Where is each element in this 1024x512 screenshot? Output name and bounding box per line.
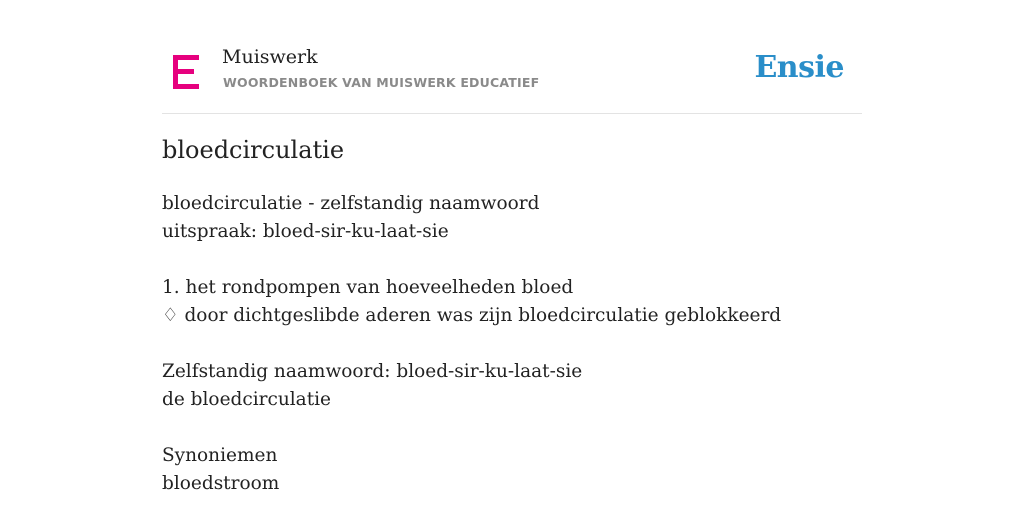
entry-line-blank (162, 246, 862, 274)
entry-line-word-class: bloedcirculatie - zelfstandig naamwoord (162, 193, 540, 214)
entry-line-synonyms-heading: Synoniemen (162, 445, 278, 466)
site-header (162, 40, 862, 114)
ensie-logo[interactable]: Ensie (754, 50, 844, 85)
logo-bar-bottom (173, 84, 199, 89)
entry-line-synonym: bloedstroom (162, 473, 280, 494)
entry-line-pronunciation: uitspraak: bloed-sir-ku-laat-sie (162, 221, 449, 242)
entry-line-example: ♢ door dichtgeslibde aderen was zijn bloedcirculatie geblokkeerd (162, 305, 782, 326)
logo-bar-top (173, 55, 199, 60)
entry-line-article: de bloedcirculatie (162, 389, 332, 410)
logo-bar-middle (173, 69, 194, 74)
entry-line-definition: 1. het rondpompen van hoeveelheden bloed (162, 277, 574, 298)
brand-subtitle: WOORDENBOEK VAN MUISWERK EDUCATIEF (223, 75, 540, 90)
brand-title[interactable]: Muiswerk (222, 46, 318, 68)
entry-line-noun-pronunciation: Zelfstandig naamwoord: bloed-sir-ku-laat-sie (162, 361, 583, 382)
muiswerk-logo-icon[interactable] (173, 55, 201, 89)
entry-line-blank (162, 330, 862, 358)
entry-title: bloedcirculatie (162, 136, 345, 164)
entry-line-blank (162, 414, 862, 442)
entry-body (162, 190, 862, 498)
